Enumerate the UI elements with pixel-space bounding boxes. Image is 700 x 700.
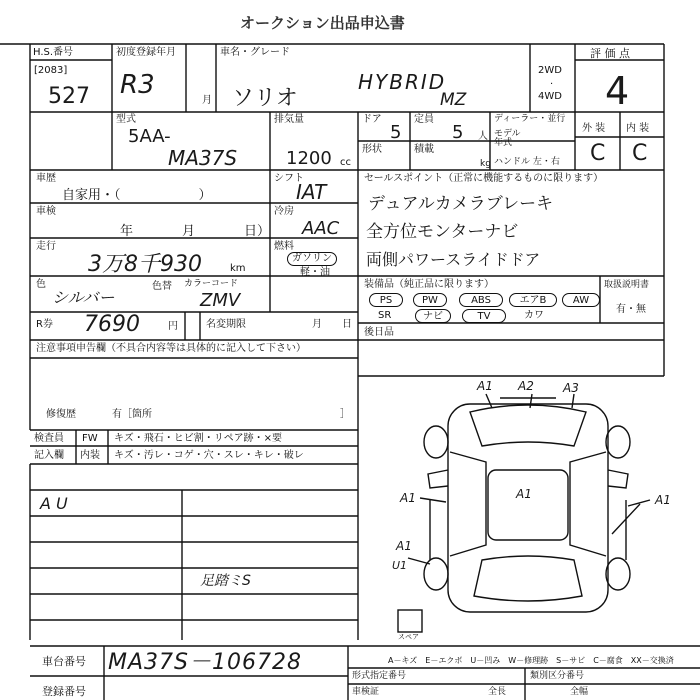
repair-history-label: 修復歴: [46, 409, 76, 420]
equipment-leather: カワ: [524, 310, 544, 321]
registration-era: R3: [120, 70, 155, 100]
model-label: 型式: [116, 114, 136, 125]
equipment-label: 装備品（純正品に限ります）: [364, 279, 494, 290]
displacement-value: 1200: [286, 148, 332, 169]
recycle-unit: 円: [168, 321, 178, 332]
score-label: 評 価 点: [590, 47, 630, 60]
inspector-row1-code: FW: [82, 433, 98, 444]
damage-legend: A－キズ E－エクボ U－凹み W－修理跡 S－サビ C－腐食 XX－交換済: [388, 656, 674, 665]
equipment-ps: PS: [369, 293, 403, 307]
inspection-month-unit: 月: [182, 224, 196, 239]
interior-grade: C: [632, 141, 648, 166]
inspection-day-unit: 日）: [244, 224, 271, 239]
shape-label: 形状: [362, 144, 382, 155]
inspector-row1-items: キズ・飛石・ヒビ割・リペア跡・×要: [114, 433, 282, 444]
inspector-row2-code: 内装: [80, 450, 100, 461]
spare-label: スペア: [398, 633, 419, 641]
seats-label: 定員: [414, 114, 434, 125]
equipment-aw: AW: [562, 293, 600, 307]
lot-code: [2083]: [34, 65, 68, 76]
cooler-value: AAC: [302, 218, 340, 239]
plate-label: 登録番号: [42, 685, 86, 698]
name-change-month-unit: 月: [312, 319, 322, 330]
equipment-tv: TV: [462, 309, 506, 323]
equipment-pw: PW: [413, 293, 447, 307]
score-value: 4: [605, 69, 630, 113]
capacity-label: 積載: [414, 144, 434, 155]
exterior-grade: C: [590, 141, 606, 166]
spec-number-label: 形式指定番号: [352, 671, 407, 681]
fuel-label: 燃料: [274, 241, 294, 252]
sales-point-line-3: 両側パワースライドドア: [366, 250, 541, 269]
model-value-line1: 5AA-: [128, 126, 171, 147]
doors-label: ドア: [362, 114, 382, 125]
damage-mark-4: A1: [400, 491, 416, 505]
equipment-airbag: エアB: [509, 293, 557, 307]
color-code-value: ZMV: [200, 290, 241, 311]
dealer-label: ディーラー・並行: [494, 114, 566, 124]
after-items-label: 後日品: [364, 327, 394, 338]
inspector-label-1: 検査員: [34, 433, 64, 444]
drive-dot: ·: [550, 79, 554, 90]
usage-label: 車歴: [36, 173, 56, 184]
interior-label: 内 装: [626, 123, 650, 134]
notes-label: 注意事項申告欄（不具合内容等は具体的に記入して下さい）: [36, 343, 306, 354]
color-code-label: カラーコード: [184, 279, 239, 289]
width-label: 全幅: [570, 687, 589, 697]
shift-value: IAT: [296, 180, 327, 204]
length-label: 全長: [488, 687, 507, 697]
equipment-navi: ナビ: [415, 309, 451, 323]
class-number-label: 類別区分番号: [530, 671, 585, 681]
lot-number: 527: [48, 84, 90, 109]
capacity-unit: kg: [480, 159, 491, 169]
doors-value: 5: [390, 122, 402, 143]
handle-label: ハンドル 左・右: [494, 157, 560, 167]
cooler-label: 冷房: [274, 206, 294, 217]
inspection-year-unit: 年: [120, 224, 134, 239]
displacement-unit: cc: [340, 157, 351, 168]
model-year-label: モデル年式: [494, 129, 521, 148]
drive-4wd: 4WD: [538, 91, 562, 102]
color-value: シルバー: [52, 288, 115, 307]
registration-label: 初度登録年月: [116, 47, 176, 58]
damage-mark-2: A2: [518, 379, 534, 393]
name-change-label: 名変期限: [206, 319, 246, 330]
vehicle-name: ソリオ: [232, 86, 298, 111]
seats-value: 5: [452, 122, 464, 143]
damage-mark-3: A3: [563, 381, 579, 395]
lot-label: H.S.番号: [33, 47, 74, 58]
mileage-unit: km: [230, 263, 246, 274]
vehicle-name-label: 車名・グレード: [220, 47, 290, 58]
damage-mark-5: A1: [516, 487, 532, 501]
equipment-sr: SR: [378, 310, 392, 321]
manual-value: 有・無: [616, 304, 646, 315]
manual-label: 取扱説明書: [604, 280, 650, 290]
displacement-label: 排気量: [274, 114, 304, 125]
vehicle-grade-line1: HYBRID: [358, 70, 447, 94]
seats-unit: 人: [478, 131, 488, 142]
damage-mark-7: A1: [396, 539, 412, 553]
exterior-label: 外 装: [582, 123, 606, 134]
sales-point-line-1: デュアルカメラブレーキ: [368, 194, 554, 214]
shift-label: シフト: [274, 173, 304, 184]
repair-history-value: 有［箇所: [112, 409, 152, 420]
model-value-line2: MA37S: [168, 146, 238, 170]
recycle-value: 7690: [84, 312, 140, 337]
color-label: 色: [36, 279, 46, 290]
mileage-label: 走行: [36, 241, 56, 252]
inspector-handwritten-2: 足踏ミS: [200, 573, 251, 589]
damage-mark-8: U1: [392, 559, 408, 572]
chassis-value: MA37S－106728: [108, 650, 302, 675]
chassis-label: 車台番号: [42, 655, 86, 668]
fuel-alt: 軽・油: [300, 267, 330, 278]
inspector-handwritten-1: A U: [40, 494, 68, 513]
inspector-label-2: 記入欄: [34, 450, 64, 461]
usage-value: 自家用・（ ）: [62, 188, 212, 203]
sales-point-line-2: 全方位モンターナビ: [366, 222, 519, 242]
spec-doc-label: 車検証: [352, 687, 380, 697]
repair-history-end: ］: [340, 409, 350, 420]
damage-mark-1: A1: [477, 379, 493, 393]
damage-mark-6: A1: [655, 493, 671, 507]
inspection-label: 車検: [36, 206, 56, 217]
name-change-day-unit: 日: [342, 319, 352, 330]
color-change-label: 色替: [152, 281, 172, 292]
mileage-value: 3万8千930: [88, 252, 202, 277]
equipment-abs: ABS: [459, 293, 503, 307]
registration-month-unit: 月: [202, 95, 212, 106]
inspector-row2-items: キズ・汚レ・コゲ・穴・スレ・キレ・破レ: [114, 450, 304, 461]
sales-points-label: セールスポイント（正常に機能するものに限ります）: [364, 173, 604, 184]
recycle-label: R券: [36, 319, 53, 330]
form-title: オークション出品申込書: [240, 14, 405, 32]
vehicle-grade-line2: MZ: [440, 90, 467, 110]
drive-2wd: 2WD: [538, 65, 562, 76]
fuel-value-circled: ガソリン: [287, 252, 337, 266]
